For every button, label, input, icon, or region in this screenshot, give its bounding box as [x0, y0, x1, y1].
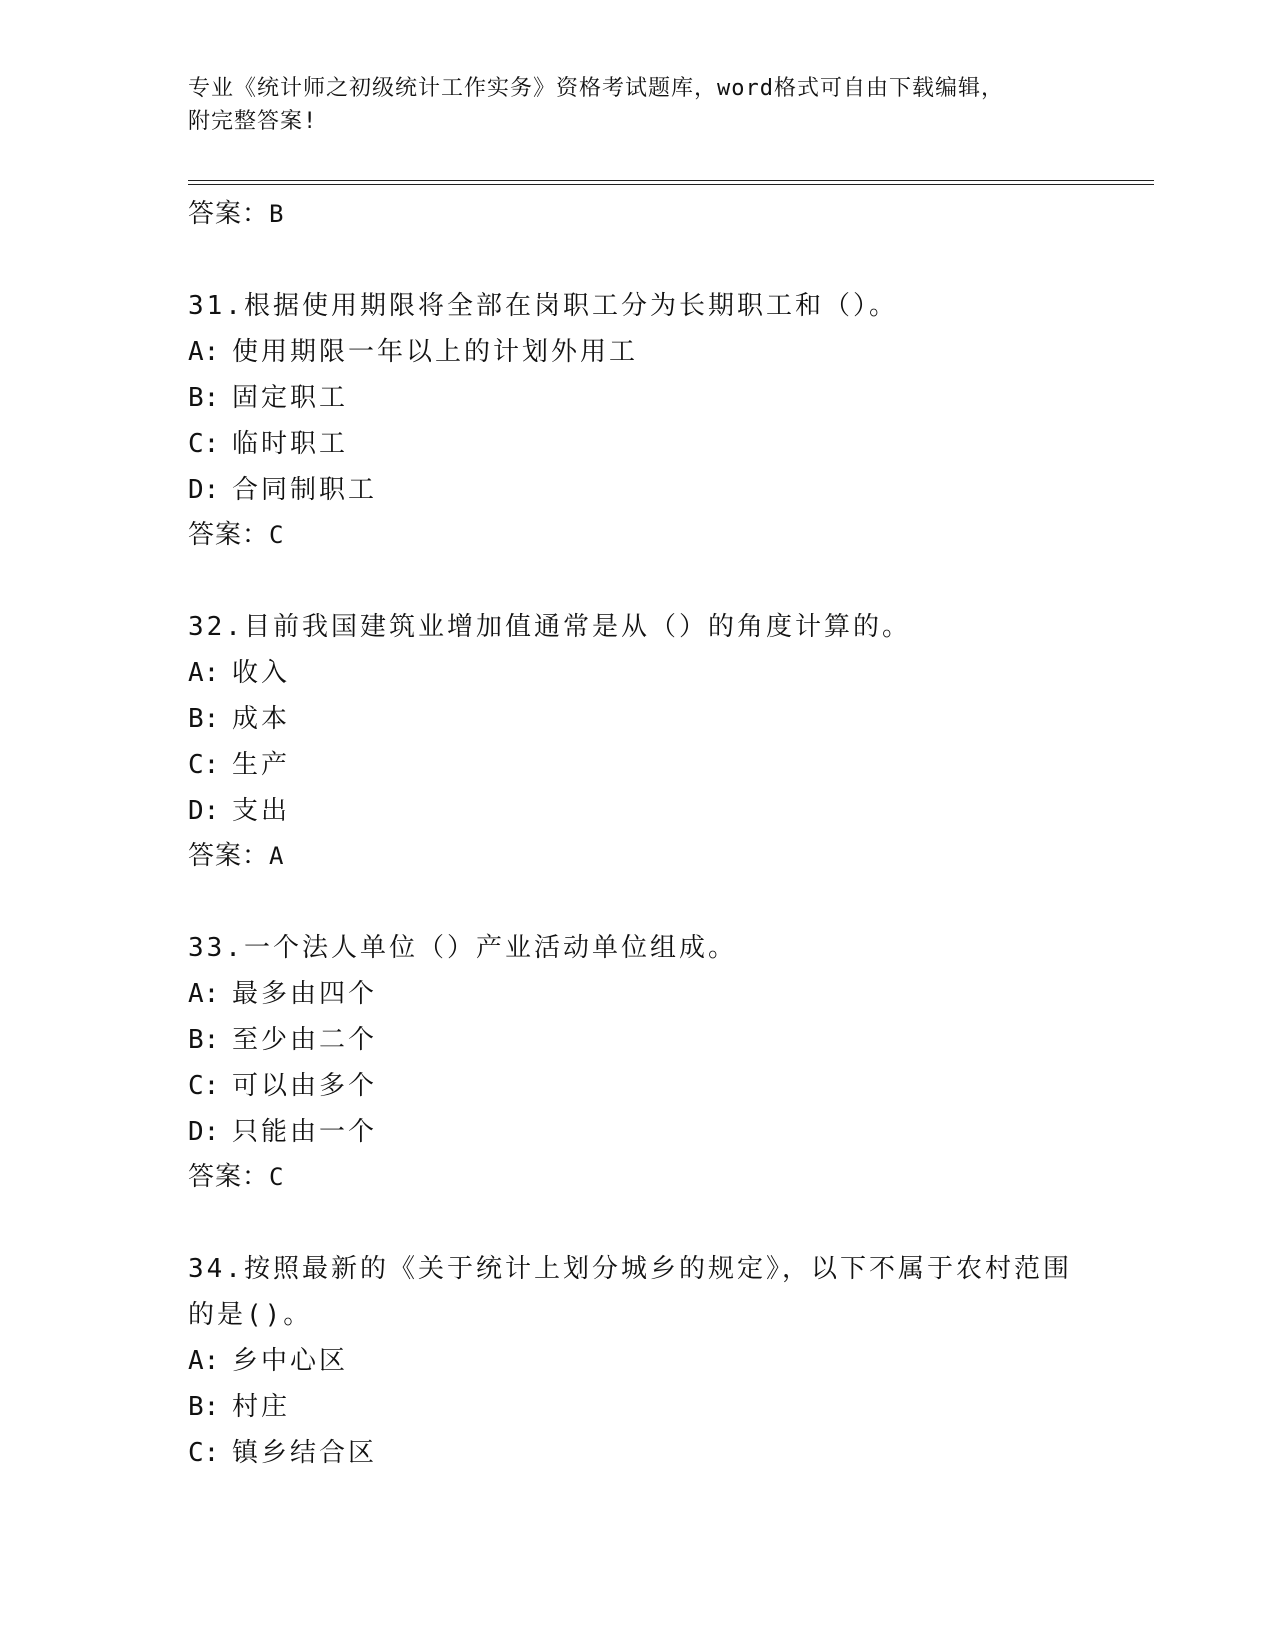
option-a: [188, 1338, 1088, 1384]
answer-line: [188, 834, 1088, 879]
option-text: 合同制职工: [232, 475, 378, 505]
option-list: [188, 1338, 1088, 1476]
option-d: [188, 467, 1088, 513]
option-list: [188, 329, 1088, 513]
option-b: [188, 375, 1088, 421]
option-b: [188, 1384, 1088, 1430]
answer-value: C: [269, 1163, 285, 1191]
option-text: 村庄: [232, 1392, 291, 1422]
option-key: B:: [188, 704, 220, 734]
option-text: 镇乡结合区: [232, 1438, 378, 1468]
option-key: D:: [188, 475, 220, 505]
document-header: [188, 72, 1088, 138]
question-list: [188, 192, 1088, 1522]
answer-label: 答案：: [188, 841, 270, 871]
option-text: 最多由四个: [232, 979, 378, 1009]
option-key: D:: [188, 1117, 220, 1147]
option-c: [188, 1063, 1088, 1109]
option-d: [188, 1109, 1088, 1155]
answer-value: B: [269, 200, 285, 228]
option-list: [188, 650, 1088, 834]
option-key: B:: [188, 1392, 220, 1422]
answer-line: [188, 513, 1088, 558]
option-b: [188, 696, 1088, 742]
option-text: 支出: [232, 796, 291, 826]
answer-value: A: [269, 842, 285, 870]
header-divider-top: [188, 180, 1154, 181]
question-stem: 32.目前我国建筑业增加值通常是从（）的角度计算的。: [188, 612, 911, 642]
header-divider-bottom: [188, 184, 1154, 185]
answer-label: 答案：: [188, 1162, 270, 1192]
option-a: [188, 329, 1088, 375]
question-32: [188, 604, 1088, 879]
option-list: [188, 971, 1088, 1155]
option-text: 收入: [232, 658, 291, 688]
question-34: [188, 1246, 1088, 1476]
option-key: C:: [188, 1438, 220, 1468]
option-c: [188, 421, 1088, 467]
option-key: C:: [188, 1071, 220, 1101]
option-key: D:: [188, 796, 220, 826]
option-text: 成本: [232, 704, 291, 734]
option-c: [188, 1430, 1088, 1476]
header-line-2: 附完整答案!: [188, 109, 318, 134]
option-text: 至少由二个: [232, 1025, 378, 1055]
option-key: A:: [188, 1346, 220, 1376]
answer-value: C: [269, 521, 285, 549]
option-text: 可以由多个: [232, 1071, 378, 1101]
question-31: [188, 283, 1088, 558]
option-key: B:: [188, 1025, 220, 1055]
option-c: [188, 742, 1088, 788]
option-b: [188, 1017, 1088, 1063]
option-text: 固定职工: [232, 383, 349, 413]
option-key: C:: [188, 750, 220, 780]
question-stem: 34.按照最新的《关于统计上划分城乡的规定》，以下不属于农村范围的是()。: [188, 1254, 1072, 1330]
option-d: [188, 788, 1088, 834]
answer-line: [188, 192, 1088, 237]
option-text: 使用期限一年以上的计划外用工: [232, 337, 639, 367]
option-a: [188, 650, 1088, 696]
answer-label: 答案：: [188, 199, 270, 229]
answer-line: [188, 1155, 1088, 1200]
question-33: [188, 925, 1088, 1200]
option-key: A:: [188, 337, 220, 367]
option-text: 临时职工: [232, 429, 349, 459]
option-text: 只能由一个: [232, 1117, 378, 1147]
option-key: B:: [188, 383, 220, 413]
option-text: 生产: [232, 750, 291, 780]
question-stem: 31.根据使用期限将全部在岗职工分为长期职工和（）。: [188, 291, 898, 321]
option-key: C:: [188, 429, 220, 459]
option-key: A:: [188, 658, 220, 688]
header-line-1: 专业《统计师之初级统计工作实务》资格考试题库，word格式可自由下载编辑，: [188, 76, 1004, 101]
option-a: [188, 971, 1088, 1017]
question-stem: 33.一个法人单位（）产业活动单位组成。: [188, 933, 737, 963]
option-key: A:: [188, 979, 220, 1009]
answer-label: 答案：: [188, 520, 270, 550]
option-text: 乡中心区: [232, 1346, 349, 1376]
